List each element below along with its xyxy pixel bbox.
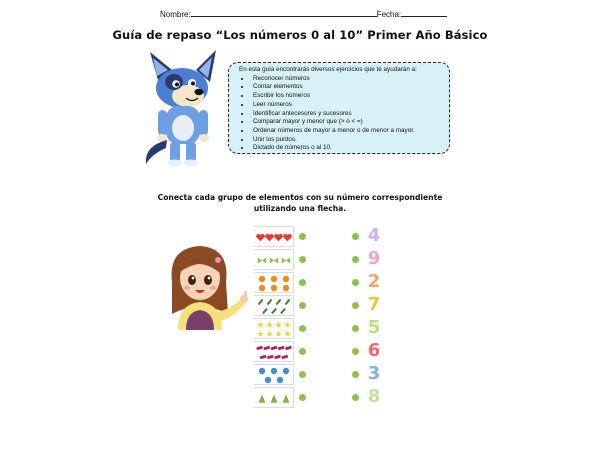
orange-fruit-icon: [259, 276, 265, 282]
target-number: 9: [367, 248, 381, 269]
objective-item: • Unir los puntos.: [251, 136, 441, 145]
girl-pointing-illustration: [158, 242, 250, 330]
orange-fruit-icon: [283, 285, 289, 291]
target-number: 6: [367, 340, 381, 361]
target-number: 4: [367, 225, 381, 246]
pencil-icon: [285, 299, 291, 305]
star-icon: [258, 331, 264, 337]
counting-group-cell: [254, 226, 294, 247]
orange-fruit-icon: [259, 285, 265, 291]
target-number: 2: [367, 271, 381, 292]
group-connection-dot[interactable]: [299, 256, 306, 263]
group-connection-dot[interactable]: [299, 348, 306, 355]
number-connection-dot[interactable]: [352, 256, 359, 263]
objective-item: • Dictado de números o al 10.: [251, 144, 441, 153]
group-connection-dot[interactable]: [299, 233, 306, 240]
counting-group-cell: [254, 272, 294, 293]
group-connection-dot[interactable]: [299, 325, 306, 332]
target-number: 7: [367, 294, 381, 315]
counting-group-cell: [254, 341, 294, 362]
orange-fruit-icon: [271, 276, 277, 282]
page-title: Guía de repaso “Los números 0 al 10” Primer Año Básico: [112, 28, 488, 42]
target-number: 3: [367, 363, 381, 384]
counting-group-cell: [254, 387, 294, 408]
objective-item: • Identificar antecesores y sucesores: [251, 110, 441, 119]
group-connection-dot[interactable]: [299, 302, 306, 309]
name-label: Nombre:: [160, 10, 191, 19]
pencil-icon: [280, 308, 286, 314]
number-connection-dot[interactable]: [352, 233, 359, 240]
date-label: Fecha:: [376, 10, 402, 19]
counting-group-cell: [254, 364, 294, 385]
pencil-icon: [267, 299, 273, 305]
bow-icon: [270, 258, 278, 264]
bow-icon: [258, 258, 266, 264]
heart-icon: [274, 234, 283, 241]
counting-group-items: [254, 365, 294, 386]
candy-icon: [256, 346, 263, 350]
pencil-icon: [276, 299, 282, 305]
bow-icon: [282, 258, 290, 264]
objectives-box: [228, 62, 450, 154]
pencil-icon: [258, 299, 264, 305]
header-fields: [160, 8, 447, 19]
ball-icon: [277, 377, 283, 383]
group-connection-dot[interactable]: [299, 394, 306, 401]
ball-icon: [283, 368, 289, 374]
objective-item: • Escribir los números: [251, 92, 441, 101]
group-connection-dot[interactable]: [299, 371, 306, 378]
number-connection-dot[interactable]: [352, 279, 359, 286]
counting-group-items: [254, 342, 294, 363]
dog-mascot-illustration: [140, 46, 222, 168]
cone-icon: [283, 394, 290, 402]
counting-group-items: [254, 227, 294, 248]
ball-icon: [265, 377, 271, 383]
ball-icon: [271, 368, 277, 374]
number-connection-dot[interactable]: [352, 348, 359, 355]
counting-group-items: [254, 319, 294, 340]
pencil-icon: [262, 308, 268, 314]
star-icon: [285, 331, 291, 337]
cone-icon: [271, 394, 278, 402]
objective-item: • Leer números: [251, 101, 441, 110]
exercise-instruction: [0, 192, 600, 214]
counting-group-items: [254, 273, 294, 294]
objective-item: • Ordenar números de mayor a menor o de menor a mayor.: [251, 127, 441, 136]
heart-icon: [256, 234, 265, 241]
instruction-line-2: utilizando una flecha.: [253, 204, 347, 213]
candy-icon: [271, 346, 278, 350]
star-icon: [258, 322, 264, 328]
orange-fruit-icon: [283, 276, 289, 282]
star-icon: [276, 331, 282, 337]
star-icon: [276, 322, 282, 328]
number-connection-dot[interactable]: [352, 325, 359, 332]
candy-icon: [260, 355, 267, 359]
cone-icon: [259, 394, 266, 402]
instruction-line-1: Conecta cada grupo de elementos con su número correspondiente: [157, 193, 443, 202]
candy-icon: [285, 346, 292, 350]
pencil-icon: [271, 308, 277, 314]
heart-icon: [265, 234, 274, 241]
number-connection-dot[interactable]: [352, 302, 359, 309]
star-icon: [267, 331, 273, 337]
orange-fruit-icon: [271, 285, 277, 291]
counting-group-cell: [254, 295, 294, 316]
candy-icon: [267, 355, 274, 359]
heart-icon: [283, 234, 292, 241]
counting-group-cell: [254, 318, 294, 339]
objective-item: • Comparar mayor y menor que (> o < =): [251, 118, 441, 127]
counting-group-cell: [254, 249, 294, 270]
number-connection-dot[interactable]: [352, 394, 359, 401]
ball-icon: [259, 368, 265, 374]
target-number: 8: [367, 386, 381, 407]
objective-item: • Reconocer números: [251, 75, 441, 84]
objective-item: • Contar elementos: [251, 83, 441, 92]
candy-icon: [263, 346, 270, 350]
star-icon: [267, 322, 273, 328]
target-number: 5: [367, 317, 381, 338]
name-blank[interactable]: [191, 8, 377, 17]
counting-group-items: [254, 296, 294, 317]
candy-icon: [281, 355, 288, 359]
group-connection-dot[interactable]: [299, 279, 306, 286]
number-connection-dot[interactable]: [352, 371, 359, 378]
counting-group-items: [254, 250, 294, 271]
counting-group-items: [254, 388, 294, 409]
candy-icon: [274, 355, 281, 359]
star-icon: [285, 322, 291, 328]
candy-icon: [278, 346, 285, 350]
objectives-intro: En esta guía encontrarás diversos ejercicios que te ayudarán a:: [239, 66, 417, 73]
objectives-list: [239, 75, 441, 153]
date-blank[interactable]: [401, 8, 447, 17]
